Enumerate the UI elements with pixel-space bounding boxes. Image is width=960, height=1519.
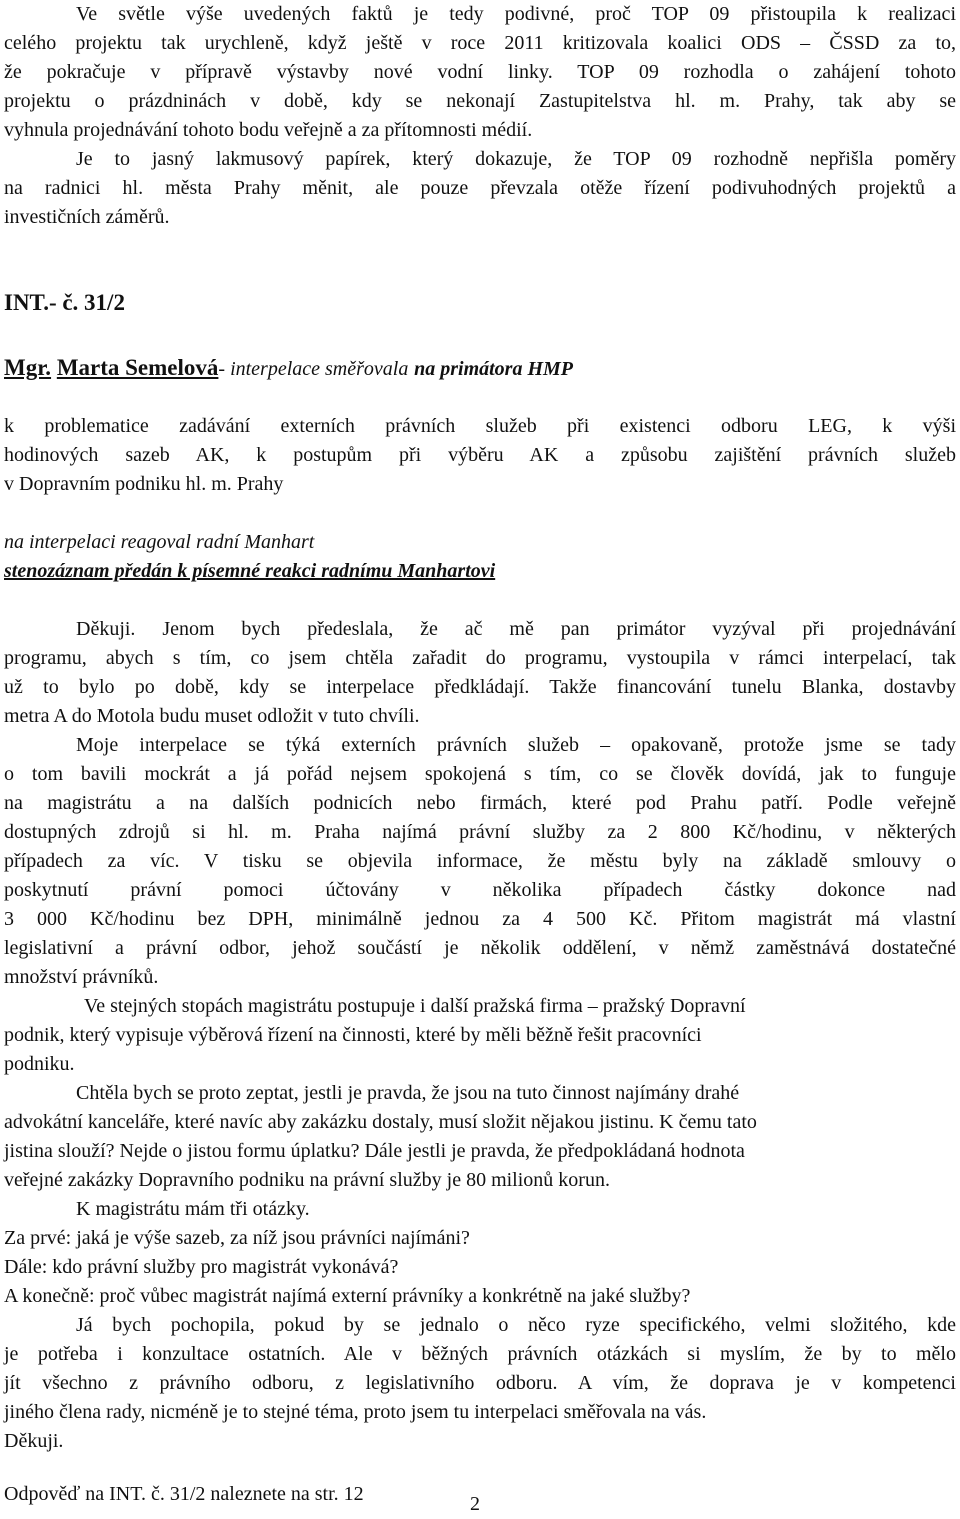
intro-paragraph-2 bbox=[4, 145, 956, 232]
text-line: je potřeba i konzultace ostatních. Ale v běžných právních otázkách si myslím, že by to mělo bbox=[4, 1343, 956, 1365]
question-item: Dále: kdo právní služby pro magistrát vykonává? bbox=[4, 1256, 399, 1278]
text-line: hodinových sazeb AK, k postupům při výběru AK a způsobu zajištění právních služeb bbox=[4, 444, 956, 466]
speech-paragraph-3 bbox=[4, 992, 956, 1079]
text-line: metra A do Motola budu muset odložit v tuto chvíli. bbox=[4, 705, 420, 727]
text-line: jít všechno z právního odboru, z legislativního odboru. A vím, že doprava je v kompetenci bbox=[4, 1372, 956, 1394]
speech-paragraph-1 bbox=[4, 615, 956, 731]
text-line: vyhnula projednávání tohoto bodu veřejně a za přítomnosti médií. bbox=[4, 119, 533, 141]
text-line: už to bylo po době, kdy se interpelace předkládají. Takže financování tunelu Blanka, dostavby bbox=[4, 676, 956, 698]
transcript-note: stenozáznam předán k písemné reakci radnímu Manhartovi bbox=[4, 560, 496, 582]
directed-prefix: - interpelace směřovala bbox=[218, 358, 409, 380]
text-line: na magistrátu a na dalších podnicích nebo firmách, které pod Prahu patří. Podle veřejně bbox=[4, 792, 956, 814]
speaker-name: Marta Semelová bbox=[56, 355, 219, 380]
text-line: podnik, který vypisuje výběrová řízení na činnosti, které by měli běžně řešit pracovníci bbox=[4, 1024, 702, 1046]
footer-reference: Odpověď na INT. č. 31/2 naleznete na str. 12 bbox=[4, 1483, 364, 1505]
text-line: Já bych pochopila, pokud by se jednalo o něco ryze specifického, velmi složitého, kde bbox=[76, 1314, 956, 1336]
text-line: že pokračuje v přípravě výstavby nové vodní linky. TOP 09 rozhodla o zahájení tohoto bbox=[4, 61, 956, 83]
reply-info: na interpelaci reagoval radní Manhart bbox=[4, 531, 315, 553]
text-line: případech za víc. V tisku se objevila informace, že městu byly na základě smlouvy o bbox=[4, 850, 956, 872]
text-line: v Dopravním podniku hl. m. Prahy bbox=[4, 473, 284, 495]
speaker-title: Mgr. bbox=[4, 355, 52, 380]
text-line: 3 000 Kč/hodinu bez DPH, minimálně jednou za 4 500 Kč. Přitom magistrát má vlastní bbox=[4, 908, 956, 930]
text-line: jistina slouží? Nejde o jistou formu úplatku? Dále jestli je pravda, že předpokládaná hodnota bbox=[4, 1140, 745, 1162]
text-line: Je to jasný lakmusový papírek, který dokazuje, že TOP 09 rozhodně nepřišla poměry bbox=[76, 148, 956, 170]
text-line: investičních záměrů. bbox=[4, 206, 170, 228]
closing-thanks: Děkuji. bbox=[4, 1430, 64, 1452]
text-line: Chtěla bych se proto zeptat, jestli je pravda, že jsou na tuto činnost najímány drahé bbox=[76, 1082, 740, 1104]
text-line: veřejné zakázky Dopravního podniku na právní služby je 80 milionů korun. bbox=[4, 1169, 610, 1191]
text-line: podniku. bbox=[4, 1053, 75, 1075]
text-line: legislativní a právní odbor, jehož součástí je několik oddělení, v němž zaměstnává dostatečné bbox=[4, 937, 956, 959]
text-line: advokátní kanceláře, které navíc aby zakázku dostaly, musí složit nějakou jistinu. K čemu tato bbox=[4, 1111, 757, 1133]
page-number: 2 bbox=[470, 1493, 480, 1515]
text-line: dostupných zdrojů si hl. m. Praha najímá právní služby za 2 800 Kč/hodinu, v některých bbox=[4, 821, 956, 843]
speech-paragraph-4 bbox=[4, 1079, 956, 1195]
text-line: celého projektu tak urychleně, když ještě v roce 2011 kritizovala koalici ODS – ČSSD za to, bbox=[4, 32, 956, 54]
question-item: A konečně: proč vůbec magistrát najímá externí právníky a konkrétně na jaké služby? bbox=[4, 1285, 691, 1307]
speaker-row bbox=[4, 353, 956, 384]
directed-to: na primátora HMP bbox=[414, 358, 574, 380]
intro-paragraph-1 bbox=[4, 0, 956, 145]
text-line: poskytnutí právní pomoci účtovány v několika případech částky dokonce nad bbox=[4, 879, 956, 901]
text-line: Ve světle výše uvedených faktů je tedy podivné, proč TOP 09 přistoupila k realizaci bbox=[76, 3, 956, 25]
text-line: jiného člena rady, nicméně je to stejné téma, proto jsem tu interpelaci směřovala na vás. bbox=[4, 1401, 707, 1423]
questions-intro: K magistrátu mám tři otázky. bbox=[76, 1198, 310, 1220]
text-line: k problematice zadávání externích právních služeb při existenci odboru LEG, k výši bbox=[4, 415, 956, 437]
text-line: Děkuji. Jenom bych předeslala, že ač mě pan primátor vyzýval při projednávání bbox=[76, 618, 956, 640]
text-line: programu, abych s tím, co jsem chtěla zařadit do programu, vystoupila v rámci interpelací, tak bbox=[4, 647, 956, 669]
text-line: projektu o prázdninách v době, kdy se nekonají Zastupitelstva hl. m. Prahy, tak aby se bbox=[4, 90, 956, 112]
text-line: Moje interpelace se týká externích právních služeb – opakovaně, protože jsme se tady bbox=[76, 734, 956, 756]
text-line: o tom bavili mockrát a já pořád nejsem spokojená s tím, co se člověk dovídá, jak to funguje bbox=[4, 763, 956, 785]
questions-list bbox=[4, 1224, 956, 1311]
question-item: Za prvé: jaká je výše sazeb, za níž jsou právníci najímáni? bbox=[4, 1227, 470, 1249]
interpellation-number: INT.- č. 31/2 bbox=[4, 290, 125, 315]
speech-paragraph-2 bbox=[4, 731, 956, 992]
closing-paragraph bbox=[4, 1311, 956, 1427]
text-line: Ve stejných stopách magistrátu postupuje i další pražská firma – pražský Dopravní bbox=[84, 995, 746, 1017]
text-line: množství právníků. bbox=[4, 966, 159, 988]
interpellation-subject bbox=[4, 412, 956, 499]
text-line: na radnici hl. města Prahy měnit, ale pouze převzala otěže řízení podivuhodných projektů a bbox=[4, 177, 956, 199]
